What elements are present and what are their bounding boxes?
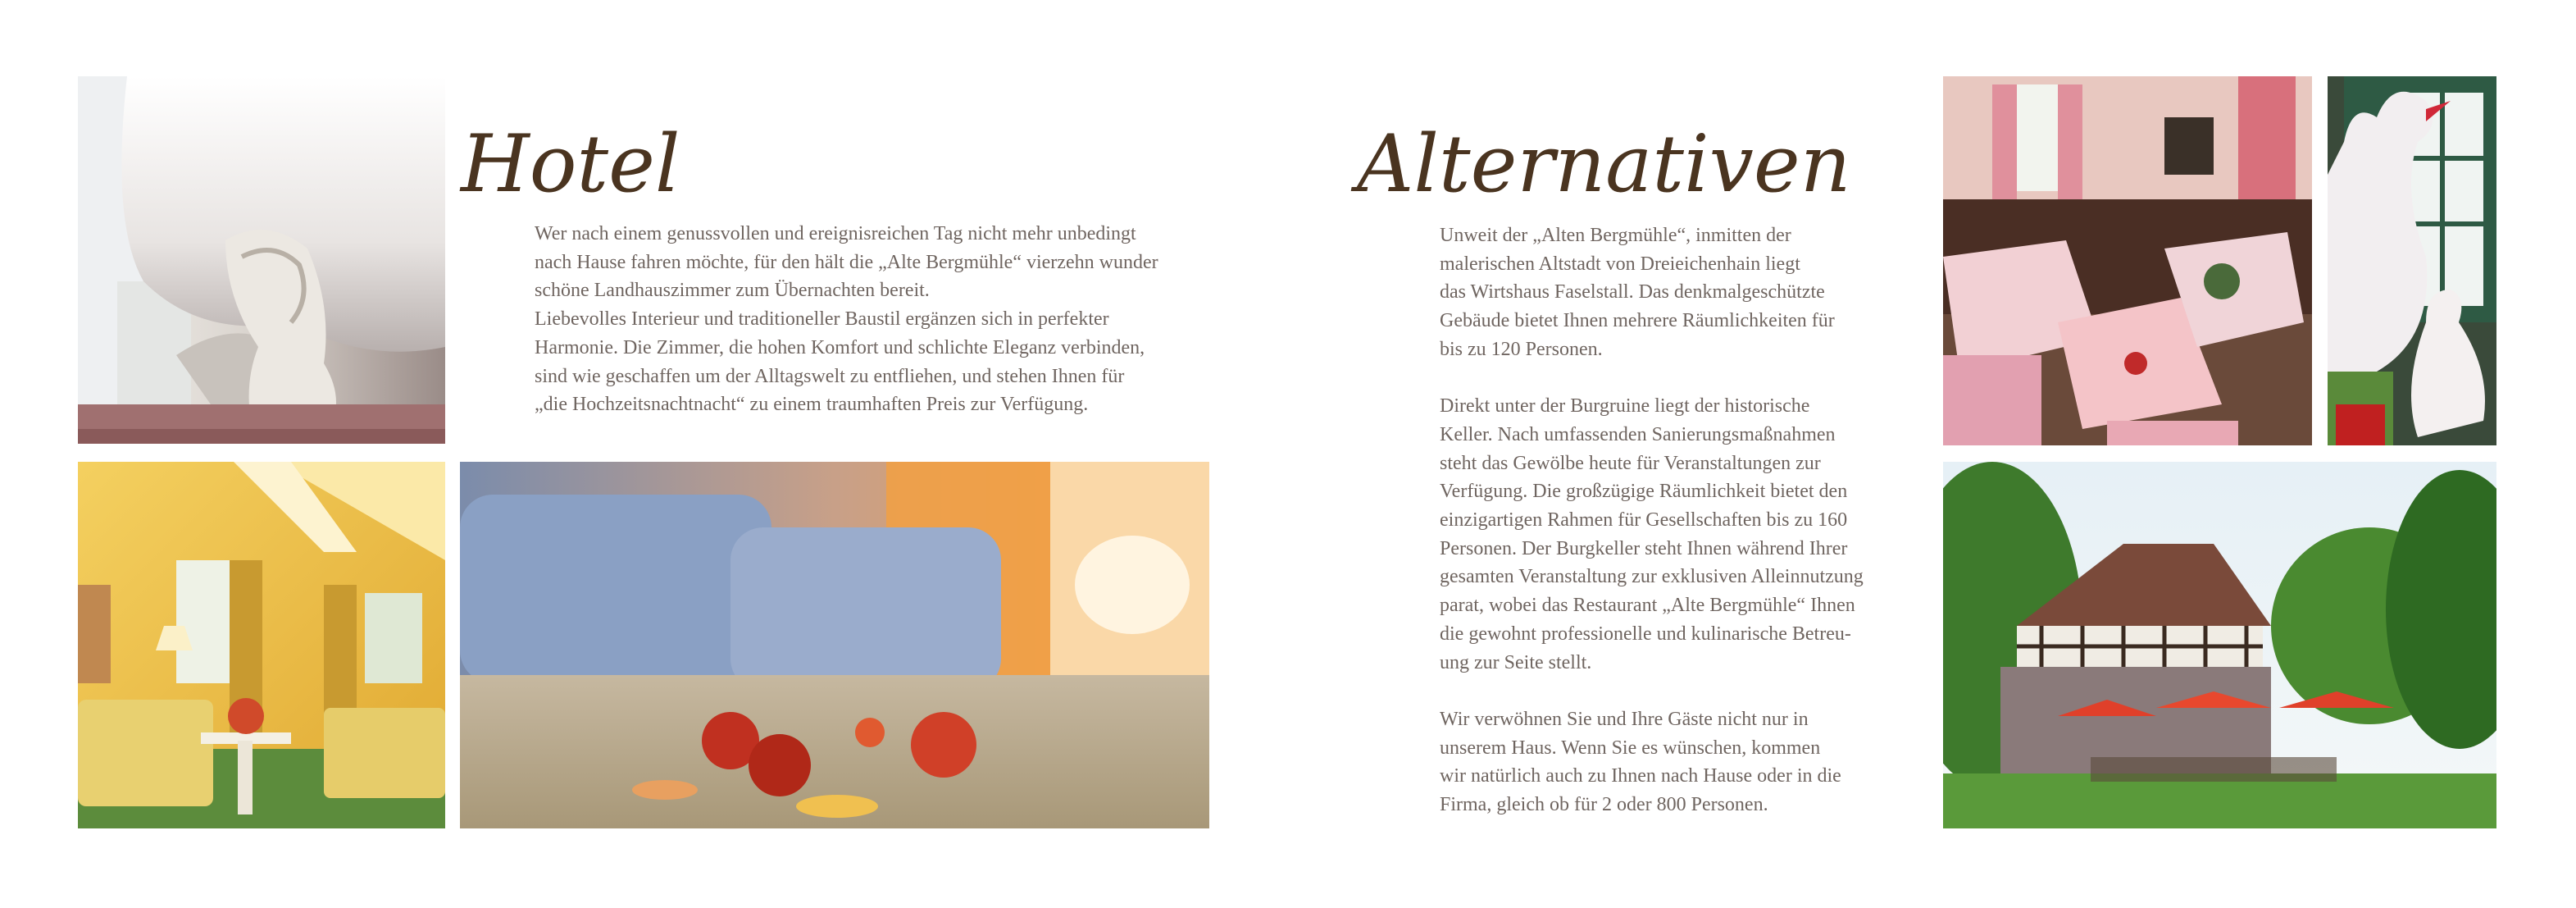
- text-line: malerischen Altstadt von Dreieichenhain liegt: [1440, 253, 1800, 275]
- alternativen-heading: Alternativen: [1357, 118, 1851, 210]
- restaurant-interior-photo: [1943, 76, 2312, 445]
- yellow-room-photo: [78, 462, 445, 828]
- text-line: Firma, gleich ob für 2 oder 800 Personen.: [1440, 794, 1768, 816]
- text-line: Liebevolles Interieur und traditioneller Baustil ergänzen sich in perfekter: [535, 308, 1109, 331]
- wirtshaus-exterior-photo: [1943, 462, 2496, 828]
- text-line: Wir verwöhnen Sie und Ihre Gäste nicht nur in: [1440, 708, 1809, 730]
- hotel-text: [535, 220, 1158, 419]
- text-line: steht das Gewölbe heute für Veranstaltungen zur: [1440, 452, 1821, 474]
- text-line: Unweit der „Alten Bergmühle“, inmitten der: [1440, 225, 1791, 246]
- bed-roses-photo: [460, 462, 1209, 828]
- text-line: Verfügung. Die großzügige Räumlichkeit bietet den: [1440, 481, 1848, 503]
- alternativen-text: [1440, 221, 1864, 819]
- text-line: Gebäude bietet Ihnen mehrere Räumlichkeiten für: [1440, 310, 1835, 332]
- bathtub-photo: [78, 76, 445, 444]
- text-line: ung zur Seite stellt.: [1440, 651, 1592, 673]
- text-line: Keller. Nach umfassenden Sanierungsmaßnahmen: [1440, 423, 1836, 445]
- text-line: parat, wobei das Restaurant „Alte Bergmühle“ Ihnen: [1440, 595, 1855, 617]
- text-line: wir natürlich auch zu Ihnen nach Hause oder in die: [1440, 765, 1841, 787]
- text-line: sind wie geschaffen um der Alltagswelt zu entfliehen, und stehen Ihnen für: [535, 365, 1125, 387]
- text-line: nach Hause fahren möchte, für den hält die „Alte Bergmühle“ vierzehn wunder: [535, 251, 1158, 273]
- text-line: gesamten Veranstaltung zur exklusiven Alleinnutzung: [1440, 566, 1864, 588]
- text-line: unserem Haus. Wenn Sie es wünschen, kommen: [1440, 737, 1821, 759]
- text-line: Direkt unter der Burgruine liegt der historische: [1440, 395, 1810, 417]
- text-line: Personen. Der Burgkeller steht Ihnen während Ihrer: [1440, 537, 1848, 559]
- text-line: bis zu 120 Personen.: [1440, 338, 1603, 360]
- text-line: das Wirtshaus Faselstall. Das denkmalgeschützte: [1440, 281, 1825, 303]
- text-line: Wer nach einem genussvollen und ereignisreichen Tag nicht mehr unbedingt: [535, 223, 1136, 244]
- hotel-heading: Hotel: [461, 118, 680, 210]
- text-line: die gewohnt professionelle und kulinarische Betreu-: [1440, 623, 1851, 645]
- text-line: einzigartigen Rahmen für Gesellschaften bis zu 160: [1440, 509, 1848, 532]
- text-line: Harmonie. Die Zimmer, die hohen Komfort und schlichte Eleganz verbinden,: [535, 336, 1145, 358]
- text-line: schöne Landhauszimmer zum Übernachten bereit.: [535, 280, 930, 302]
- geese-figures-photo: [2328, 76, 2496, 445]
- text-line: „die Hochzeitsnachtnacht“ zu einem traumhaften Preis zur Verfügung.: [535, 394, 1089, 416]
